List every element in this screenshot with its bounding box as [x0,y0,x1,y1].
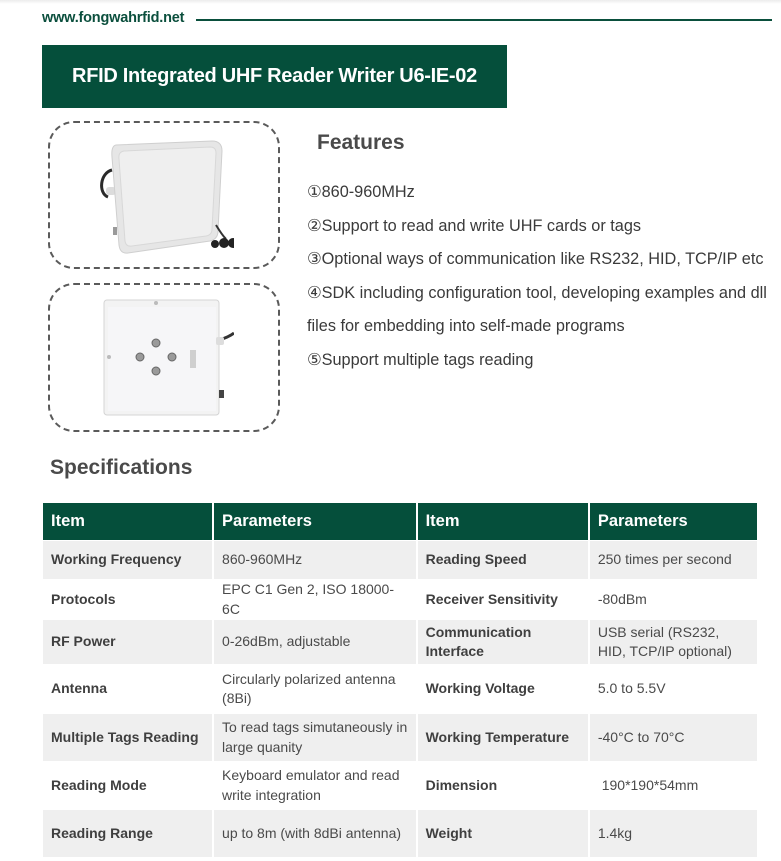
spec-item: Receiver Sensitivity [418,580,588,619]
title-banner [42,45,507,108]
spec-item: Multiple Tags Reading [43,714,212,761]
specifications-heading: Specifications [50,456,193,479]
reader-front-illustration [94,135,234,255]
spec-value: up to 8m (with 8dBi antenna) [214,810,416,857]
feature-item: ①860-960MHz [307,183,415,201]
header-divider [196,19,772,21]
spec-value: 190*190*54mm [590,762,757,809]
table-row [43,620,757,664]
spec-value: Keyboard emulator and read write integration [214,762,416,809]
spec-item: Dimension [418,762,588,809]
spec-value: 0-26dBm, adjustable [214,620,416,664]
spec-item: RF Power [43,620,212,664]
feature-item: ⑤Support multiple tags reading [307,350,534,369]
spec-value: 1.4kg [590,810,757,857]
spec-item: Weight [418,810,588,857]
spec-item: Reading Speed [418,541,588,579]
table-row [43,580,757,619]
spec-item: Working Frequency [43,541,212,579]
spec-value: 5.0 to 5.5V [590,665,757,713]
product-image-back [48,283,280,432]
table-row [43,541,757,579]
specifications-table [41,502,759,858]
column-header: Parameters [590,503,757,540]
spec-item: Working Voltage [418,665,588,713]
spec-item: Protocols [43,580,212,619]
spec-value: -40°C to 70°C [590,714,757,761]
product-image-front [48,121,280,269]
features-list [307,176,767,378]
feature-item: ②Support to read and write UHF cards or tags [307,216,642,235]
spec-item: Communication Interface [418,620,588,664]
table-row [43,714,757,761]
spec-value: 860-960MHz [214,541,416,579]
spec-value: Circularly polarized antenna (8Bi) [214,665,416,713]
spec-item: Antenna [43,665,212,713]
spec-value: USB serial (RS232, HID, TCP/IP optional) [590,620,757,664]
site-header [42,8,772,28]
site-url-link[interactable]: www.fongwahrfid.net [42,10,185,26]
spec-value: 250 times per second [590,541,757,579]
column-header: Parameters [214,503,416,540]
table-row [43,665,757,713]
top-shade [0,0,781,4]
column-header: Item [418,503,588,540]
spec-item: Working Temperature [418,714,588,761]
spec-value: To read tags simutaneously in large quanity [214,714,416,761]
reader-back-illustration [94,295,234,420]
feature-item: ④SDK including configuration tool, developing examples and dll files for embedding into self-made programs [307,283,767,336]
feature-item: ③Optional ways of communication like RS232, HID, TCP/IP etc [307,250,764,269]
column-header: Item [43,503,212,540]
spec-item: Reading Range [43,810,212,857]
page-title: RFID Integrated UHF Reader Writer U6-IE-02 [72,65,477,87]
spec-value: -80dBm [590,580,757,619]
table-row [43,762,757,809]
table-row [43,810,757,857]
table-header-row [43,503,757,540]
features-heading: Features [317,131,405,154]
spec-item: Reading Mode [43,762,212,809]
spec-value: EPC C1 Gen 2, ISO 18000-6C [214,580,416,619]
